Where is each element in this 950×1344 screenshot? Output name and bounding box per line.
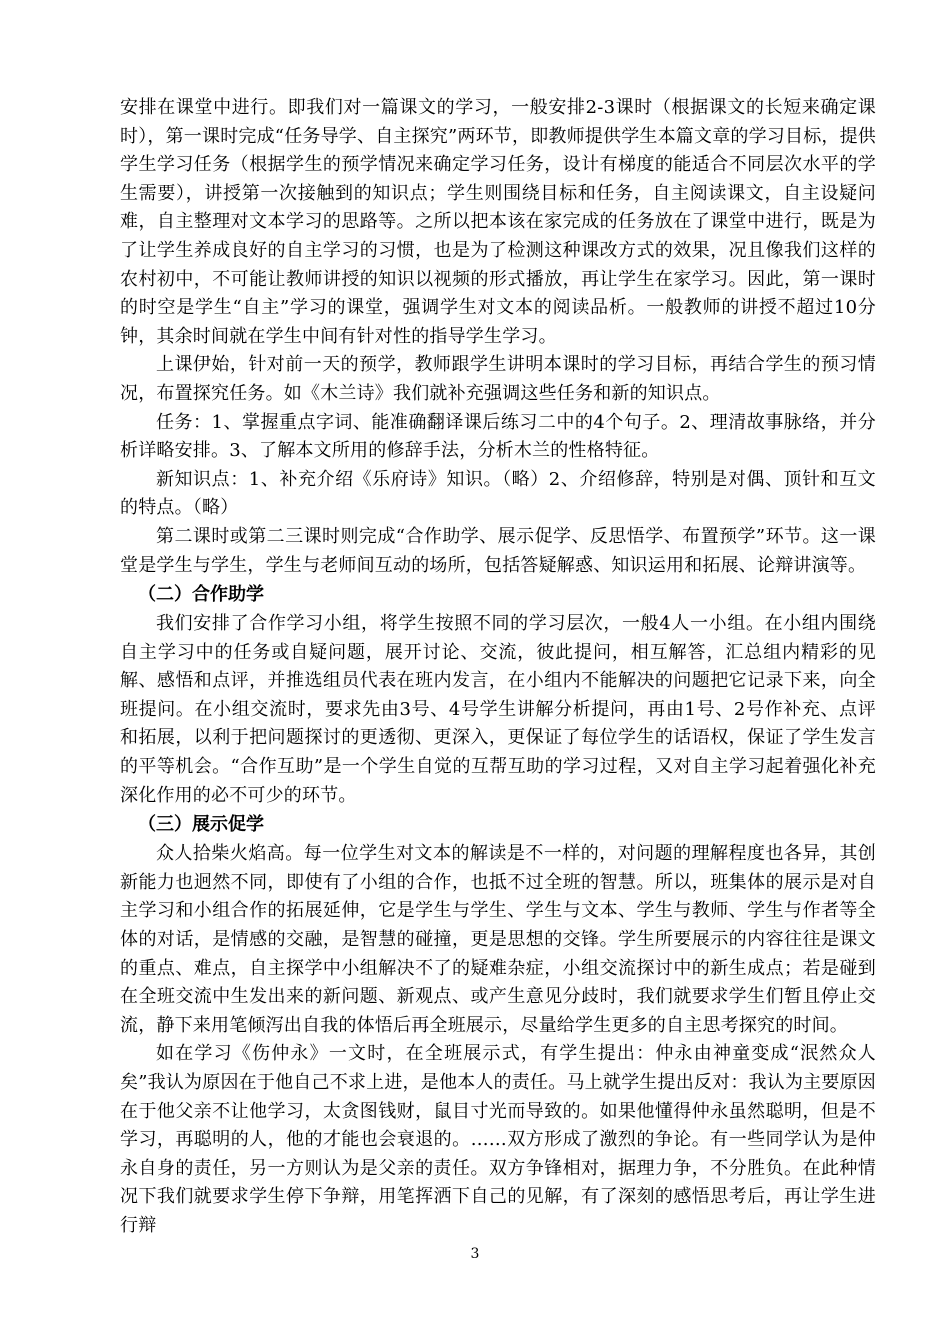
section-heading-presentation-learning: （三）展示促学 xyxy=(138,814,264,836)
paragraph: 我们安排了合作学习小组，将学生按照不同的学习层次，一般4人一小组。在小组内围绕自主学习中的任务或自疑问题，展开讨论、交流，彼此提问，相互解答，汇总组内精彩的见解、感悟和点评，并推选组员代表在班内发言，在小组内不能解决的问题把它记录下来，向全班提问。在小组交流时，要求先由3号、4号学生讲解分析提问，再由1号、2号作补充、点评和拓展，以利于把问题探讨的更透彻、更深入，更保证了每位学生的话语权，保证了学生发言的平等机会。“合作互助”是一个学生自觉的互帮互助的学习过程，又对自主学习起着强化补充深化作用的必不可少的环节。 xyxy=(120,613,876,806)
paragraph: 第二课时或第二三课时则完成“合作助学、展示促学、反思悟学、布置预学”环节。这一课堂是学生与学生，学生与老师间互动的场所，包括答疑解惑、知识运用和拓展、论辩讲演等。 xyxy=(120,525,876,576)
paragraph: 安排在课堂中进行。即我们对一篇课文的学习，一般安排2-3课时（根据课文的长短来确定课时），第一课时完成“任务导学、自主探究”两环节，即教师提供学生本篇文章的学习目标，提供学生学习任务（根据学生的预学情况来确定学习任务，设计有梯度的能适合不同层次水平的学生需要），讲授第一次接触到的知识点；学生则围绕目标和任务，自主阅读课文，自主设疑问难，自主整理对文本学习的思路等。之所以把本该在家完成的任务放在了课堂中进行，既是为了让学生养成良好的自主学习的习惯，也是为了检测这种课改方式的效果，况且像我们这样的农村初中，不可能让教师讲授的知识以视频的形式播放，再让学生在家学习。因此，第一课时的时空是学生“自主”学习的课堂，强调学生对文本的阅读品析。一般教师的讲授不超过10分钟，其余时间就在学生中间有针对性的指导学生学习。 xyxy=(120,97,876,347)
section-heading-cooperative-learning: （二）合作助学 xyxy=(138,584,264,606)
paragraph: 上课伊始，针对前一天的预学，教师跟学生讲明本课时的学习目标，再结合学生的预习情况，布置探究任务。如《木兰诗》我们就补充强调这些任务和新的知识点。 xyxy=(120,354,876,404)
page-number: 3 xyxy=(470,1246,480,1262)
paragraph: 众人拾柴火焰高。每一位学生对文本的解读是不一样的，对问题的理解程度也各异，其创新能力也迥然不同，即使有了小组的合作，也抵不过全班的智慧。所以，班集体的展示是对自主学习和小组合作的拓展延伸，它是学生与学生、学生与文本、学生与教师、学生与作者等全体的对话，是情感的交融，是智慧的碰撞，更是思想的交锋。学生所要展示的内容往往是课文的重点、难点，自主探学中小组解决不了的疑难杂症，小组交流探讨中的新生成点；若是碰到在全班交流中生发出来的新问题、新观点、或产生意见分歧时，我们就要求学生们暂且停止交流，静下来用笔倾泻出自我的体悟后再全班展示，尽量给学生更多的自主思考探究的时间。 xyxy=(120,843,876,1036)
paragraph: 如在学习《伤仲永》一文时，在全班展示式，有学生提出：仲永由神童变成“泯然众人矣”我认为原因在于他自己不求上进，是他本人的责任。马上就学生提出反对：我认为主要原因在于他父亲不让他学习，太贪图钱财，鼠目寸光而导致的。如果他懂得仲永虽然聪明，但是不学习，再聪明的人，他的才能也会衰退的。……双方形成了激烈的争论。有一些同学认为是仲永自身的责任，另一方则认为是父亲的责任。双方争锋相对，据理力争，不分胜负。在此种情况下我们就要求学生停下争辩，用笔挥洒下自己的见解，有了深刻的感悟思考后，再让学生进行辩 xyxy=(120,1043,876,1236)
paragraph: 任务：1、掌握重点字词、能准确翻译课后练习二中的4个句子。2、理清故事脉络，并分析详略安排。3、了解本文所用的修辞手法，分析木兰的性格特征。 xyxy=(120,411,876,462)
document-body xyxy=(120,94,876,1241)
paragraph: 新知识点：1、补充介绍《乐府诗》知识。（略）2、介绍修辞，特别是对偶、顶针和互文的特点。（略） xyxy=(120,468,876,519)
